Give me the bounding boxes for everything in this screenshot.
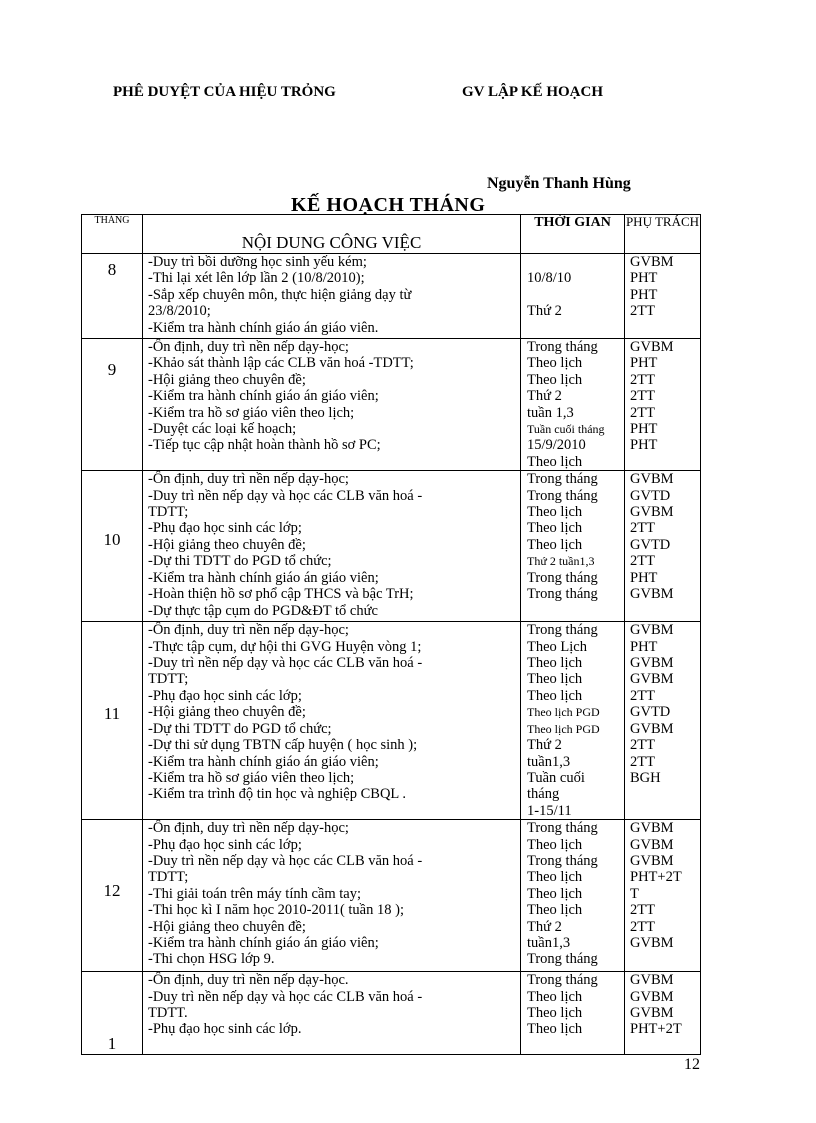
content-line: -Dự thi sử dụng TBTN cấp huyện ( học sinh );	[148, 737, 418, 754]
time-line: Trong tháng	[527, 339, 598, 355]
content-line: -Kiểm tra hành chính giáo án giáo viên;	[148, 753, 379, 770]
time-line: Theo lịch	[527, 988, 583, 1005]
content-line: -Hội giảng theo chuyên đề;	[148, 704, 306, 721]
time-line: Thứ 2 tuần1,3	[527, 554, 595, 569]
responsible-cell	[625, 471, 701, 622]
time-cell	[521, 254, 625, 339]
time-cell	[521, 972, 625, 1055]
responsible-line: GVBM	[630, 820, 674, 837]
content-line: -Tiếp tục cập nhật hoàn thành hồ sơ PC;	[148, 437, 381, 454]
responsible-cell	[625, 622, 701, 820]
time-line: Trong tháng	[527, 852, 598, 869]
table-row	[82, 254, 701, 339]
responsible-line: GVBM	[630, 852, 674, 869]
table-row	[82, 471, 701, 622]
page-number: 12	[684, 1056, 700, 1073]
time-line: Theo Lịch	[527, 638, 587, 655]
responsible-line: PHT	[630, 286, 658, 303]
responsible-line: GVTD	[630, 536, 671, 553]
content-line: -Duy trì nền nếp dạy và học các CLB văn hoá -	[148, 487, 423, 504]
table-row	[82, 622, 701, 820]
content-line: -Sắp xếp chuyên môn, thực hiện giảng dạy từ	[148, 286, 412, 303]
responsible-line: GVTD	[630, 704, 671, 721]
table-header-row	[82, 215, 701, 254]
content-line: -Hội giảng theo chuyên đề;	[148, 918, 306, 935]
time-line: 10/8/10	[527, 270, 572, 287]
content-line: TDTT;	[148, 671, 189, 688]
content-line: -Ổn định, duy trì nền nếp dạy-học.	[148, 972, 349, 989]
content-line: -Kiểm tra hành chính giáo án giáo viên;	[148, 934, 379, 951]
content-line: -Thi chọn HSG lớp 9.	[148, 951, 275, 968]
responsible-line: 2TT	[630, 388, 655, 405]
content-line: -Khảo sát thành lập các CLB văn hoá -TDTT;	[148, 355, 414, 372]
time-line: tuần1,3	[527, 753, 571, 770]
principal-approval-label: PHÊ DUYỆT CỦA HIỆU TRỎNG	[113, 84, 336, 100]
content-line: -Thi lại xét lên lớp lần 2 (10/8/2010);	[148, 270, 365, 287]
header-responsible: PHỤ TRÁCH	[625, 215, 701, 254]
time-line: Trong tháng	[527, 471, 598, 488]
month-number: 8	[107, 260, 117, 279]
content-line: -Thi giải toán trên máy tính cầm tay;	[148, 885, 362, 902]
time-cell	[521, 339, 625, 471]
content-line: -Hội giảng theo chuyên đề;	[148, 371, 306, 388]
responsible-line: 2TT	[630, 753, 655, 770]
responsible-line: GVBM	[630, 1004, 674, 1021]
teacher-planner-label: GV LẬP KẾ HOẠCH	[462, 84, 603, 100]
responsible-line: PHT	[630, 638, 658, 655]
time-line: Trong tháng	[527, 951, 598, 968]
content-line: 23/8/2010;	[148, 303, 211, 320]
table-body	[82, 254, 701, 1055]
time-line: Theo lịch	[527, 371, 583, 388]
responsible-line: GVBM	[630, 988, 674, 1005]
time-line: Thứ 2	[527, 737, 562, 754]
responsible-line: 2TT	[630, 371, 655, 388]
responsible-line: GVBM	[630, 836, 674, 853]
content-line: -Thi học kì I năm học 2010-2011( tuần 18 );	[148, 902, 404, 919]
responsible-line: 2TT	[630, 303, 655, 320]
time-line: Theo lịch	[527, 885, 583, 902]
responsible-line: PHT	[630, 437, 658, 454]
responsible-line: GVBM	[630, 254, 674, 270]
time-line: Trong tháng	[527, 586, 598, 603]
time-line: Trong tháng	[527, 622, 598, 639]
signer-name: Nguyễn Thanh Hùng	[487, 175, 631, 192]
content-line: -Duyệt các loại kế hoạch;	[148, 421, 297, 438]
responsible-line: GVBM	[630, 504, 674, 521]
month-cell	[82, 820, 143, 972]
responsible-cell	[625, 972, 701, 1055]
content-line: -Duy trì nền nếp dạy và học các CLB văn hoá -	[148, 988, 423, 1005]
content-line: -Duy trì bồi dưỡng học sinh yếu kém;	[148, 254, 367, 270]
content-line: -Phụ đạo học sinh các lớp;	[148, 520, 302, 537]
content-line: -Phụ đạo học sinh các lớp.	[148, 1021, 302, 1038]
time-line: Theo lịch	[527, 355, 583, 372]
time-line: Theo lịch	[527, 655, 583, 672]
time-line: Thứ 2	[527, 303, 562, 320]
responsible-line: 2TT	[630, 404, 655, 421]
time-line: Thứ 2	[527, 388, 562, 405]
month-cell	[82, 622, 143, 820]
content-line: -Hội giảng theo chuyên đề;	[148, 536, 306, 553]
time-line: Theo lịch	[527, 1004, 583, 1021]
time-line: 15/9/2010	[527, 437, 586, 454]
time-line: Theo lịch	[527, 869, 583, 886]
time-line: Theo lịch	[527, 536, 583, 553]
responsible-line: GVBM	[630, 339, 674, 355]
time-line: 1-15/11	[527, 802, 572, 819]
content-cell	[143, 972, 521, 1055]
time-line: Tuần cuối tháng	[527, 422, 605, 437]
responsible-line: T	[630, 885, 639, 902]
time-line: Theo lịch	[527, 1021, 583, 1038]
responsible-line: GVBM	[630, 934, 674, 951]
month-number: 1	[107, 1034, 117, 1054]
time-line	[521, 287, 624, 303]
responsible-cell	[625, 820, 701, 972]
content-line: -Kiểm tra hành chính giáo án giáo viên;	[148, 569, 379, 586]
content-line: TDTT;	[148, 869, 189, 886]
responsible-line: 2TT	[630, 737, 655, 754]
responsible-line: PHT	[630, 421, 658, 438]
content-cell	[143, 820, 521, 972]
responsible-line: PHT+2T	[630, 1021, 682, 1038]
content-line: -Ổn định, duy trì nền nếp dạy-học;	[148, 622, 349, 639]
content-cell	[143, 254, 521, 339]
content-line: -Duy trì nền nếp dạy và học các CLB văn hoá -	[148, 852, 423, 869]
responsible-line: GVBM	[630, 471, 674, 488]
responsible-cell	[625, 254, 701, 339]
time-line: Theo lịch	[527, 671, 583, 688]
time-line: Theo lịch	[527, 504, 583, 521]
responsible-line: PHT	[630, 355, 658, 372]
content-line: -Kiểm tra hành chính giáo án giáo viên;	[148, 388, 379, 405]
content-line: -Ổn định, duy trì nền nếp dạy-học;	[148, 471, 349, 488]
time-line: Theo lịch	[527, 687, 583, 704]
month-number: 12	[103, 881, 121, 901]
month-number: 9	[107, 360, 117, 379]
month-cell	[82, 339, 143, 471]
month-cell	[82, 972, 143, 1055]
time-line: Trong tháng	[527, 972, 598, 989]
content-line: -Dự thi TDTT do PGD tổ chức;	[148, 720, 332, 737]
table-row	[82, 339, 701, 471]
time-line: tuần1,3	[527, 934, 571, 951]
responsible-line: GVBM	[630, 655, 674, 672]
month-number: 11	[103, 704, 121, 724]
content-line: -Kiểm tra trình độ tin học và nghiệp CBQL .	[148, 786, 406, 803]
time-line: Trong tháng	[527, 569, 598, 586]
responsible-line: GVBM	[630, 720, 674, 737]
content-line: -Thực tập cụm, dự hội thi GVG Huyện vòng 1;	[148, 638, 422, 655]
responsible-cell	[625, 339, 701, 471]
time-line: tháng	[527, 786, 560, 803]
time-line: Theo lịch PGD	[527, 721, 600, 736]
table-row	[82, 820, 701, 972]
time-line: Theo lịch PGD	[527, 705, 600, 720]
responsible-line: PHT+2T	[630, 869, 682, 886]
month-cell	[82, 254, 143, 339]
content-line: TDTT.	[148, 1004, 188, 1021]
content-line: -Dự thi TDTT do PGD tổ chức;	[148, 553, 332, 570]
content-line: -Phụ đạo học sinh các lớp;	[148, 836, 302, 853]
content-line: -Ổn định, duy trì nền nếp dạy-học;	[148, 820, 349, 837]
content-line: -Hoàn thiện hồ sơ phổ cập THCS và bậc TrH;	[148, 586, 414, 603]
time-line: tuần 1,3	[527, 404, 574, 421]
content-line: TDTT;	[148, 504, 189, 521]
time-line: Trong tháng	[527, 487, 598, 504]
responsible-line: PHT	[630, 270, 658, 287]
time-cell	[521, 622, 625, 820]
time-line: Theo lịch	[527, 836, 583, 853]
responsible-line: GVTD	[630, 487, 671, 504]
time-line: Thứ 2	[527, 918, 562, 935]
responsible-line: 2TT	[630, 553, 655, 570]
responsible-line: BGH	[630, 769, 661, 786]
content-line: -Kiểm tra hành chính giáo án giáo viên.	[148, 319, 379, 336]
time-line: Tuần cuối	[527, 769, 585, 786]
header-time: THỜI GIAN	[521, 215, 625, 254]
time-line	[521, 320, 624, 336]
content-cell	[143, 471, 521, 622]
time-line: Theo lịch	[527, 453, 583, 470]
time-line: Theo lịch	[527, 520, 583, 537]
month-cell	[82, 471, 143, 622]
content-line: -Phụ đạo học sinh các lớp;	[148, 687, 302, 704]
content-line: -Ổn định, duy trì nền nếp dạy-học;	[148, 339, 349, 355]
responsible-line: PHT	[630, 569, 658, 586]
time-line: Theo lịch	[527, 902, 583, 919]
header-content: NỘI DUNG CÔNG VIỆC	[143, 215, 521, 254]
responsible-line: GVBM	[630, 671, 674, 688]
time-line: Trong tháng	[527, 820, 598, 837]
content-line: -Dự thực tập cụm do PGD&ĐT tổ chức	[148, 602, 378, 619]
responsible-line: 2TT	[630, 687, 655, 704]
content-cell	[143, 622, 521, 820]
responsible-line: GVBM	[630, 622, 674, 639]
page-title: KẾ HOẠCH THÁNG	[291, 194, 486, 216]
content-line: -Duy trì nền nếp dạy và học các CLB văn hoá -	[148, 655, 423, 672]
responsible-line: 2TT	[630, 520, 655, 537]
table-row	[82, 972, 701, 1055]
time-line	[521, 254, 624, 270]
responsible-line: GVBM	[630, 972, 674, 989]
time-cell	[521, 820, 625, 972]
time-cell	[521, 471, 625, 622]
content-line: -Kiểm tra hồ sơ giáo viên theo lịch;	[148, 769, 355, 786]
responsible-line	[625, 320, 700, 336]
content-cell	[143, 339, 521, 471]
responsible-line: GVBM	[630, 586, 674, 603]
responsible-line: 2TT	[630, 918, 655, 935]
month-number: 10	[103, 530, 121, 550]
content-line: -Kiểm tra hồ sơ giáo viên theo lịch;	[148, 404, 355, 421]
responsible-line: 2TT	[630, 902, 655, 919]
monthly-plan-table	[81, 214, 701, 1055]
header-month: THÁNG	[82, 215, 143, 254]
